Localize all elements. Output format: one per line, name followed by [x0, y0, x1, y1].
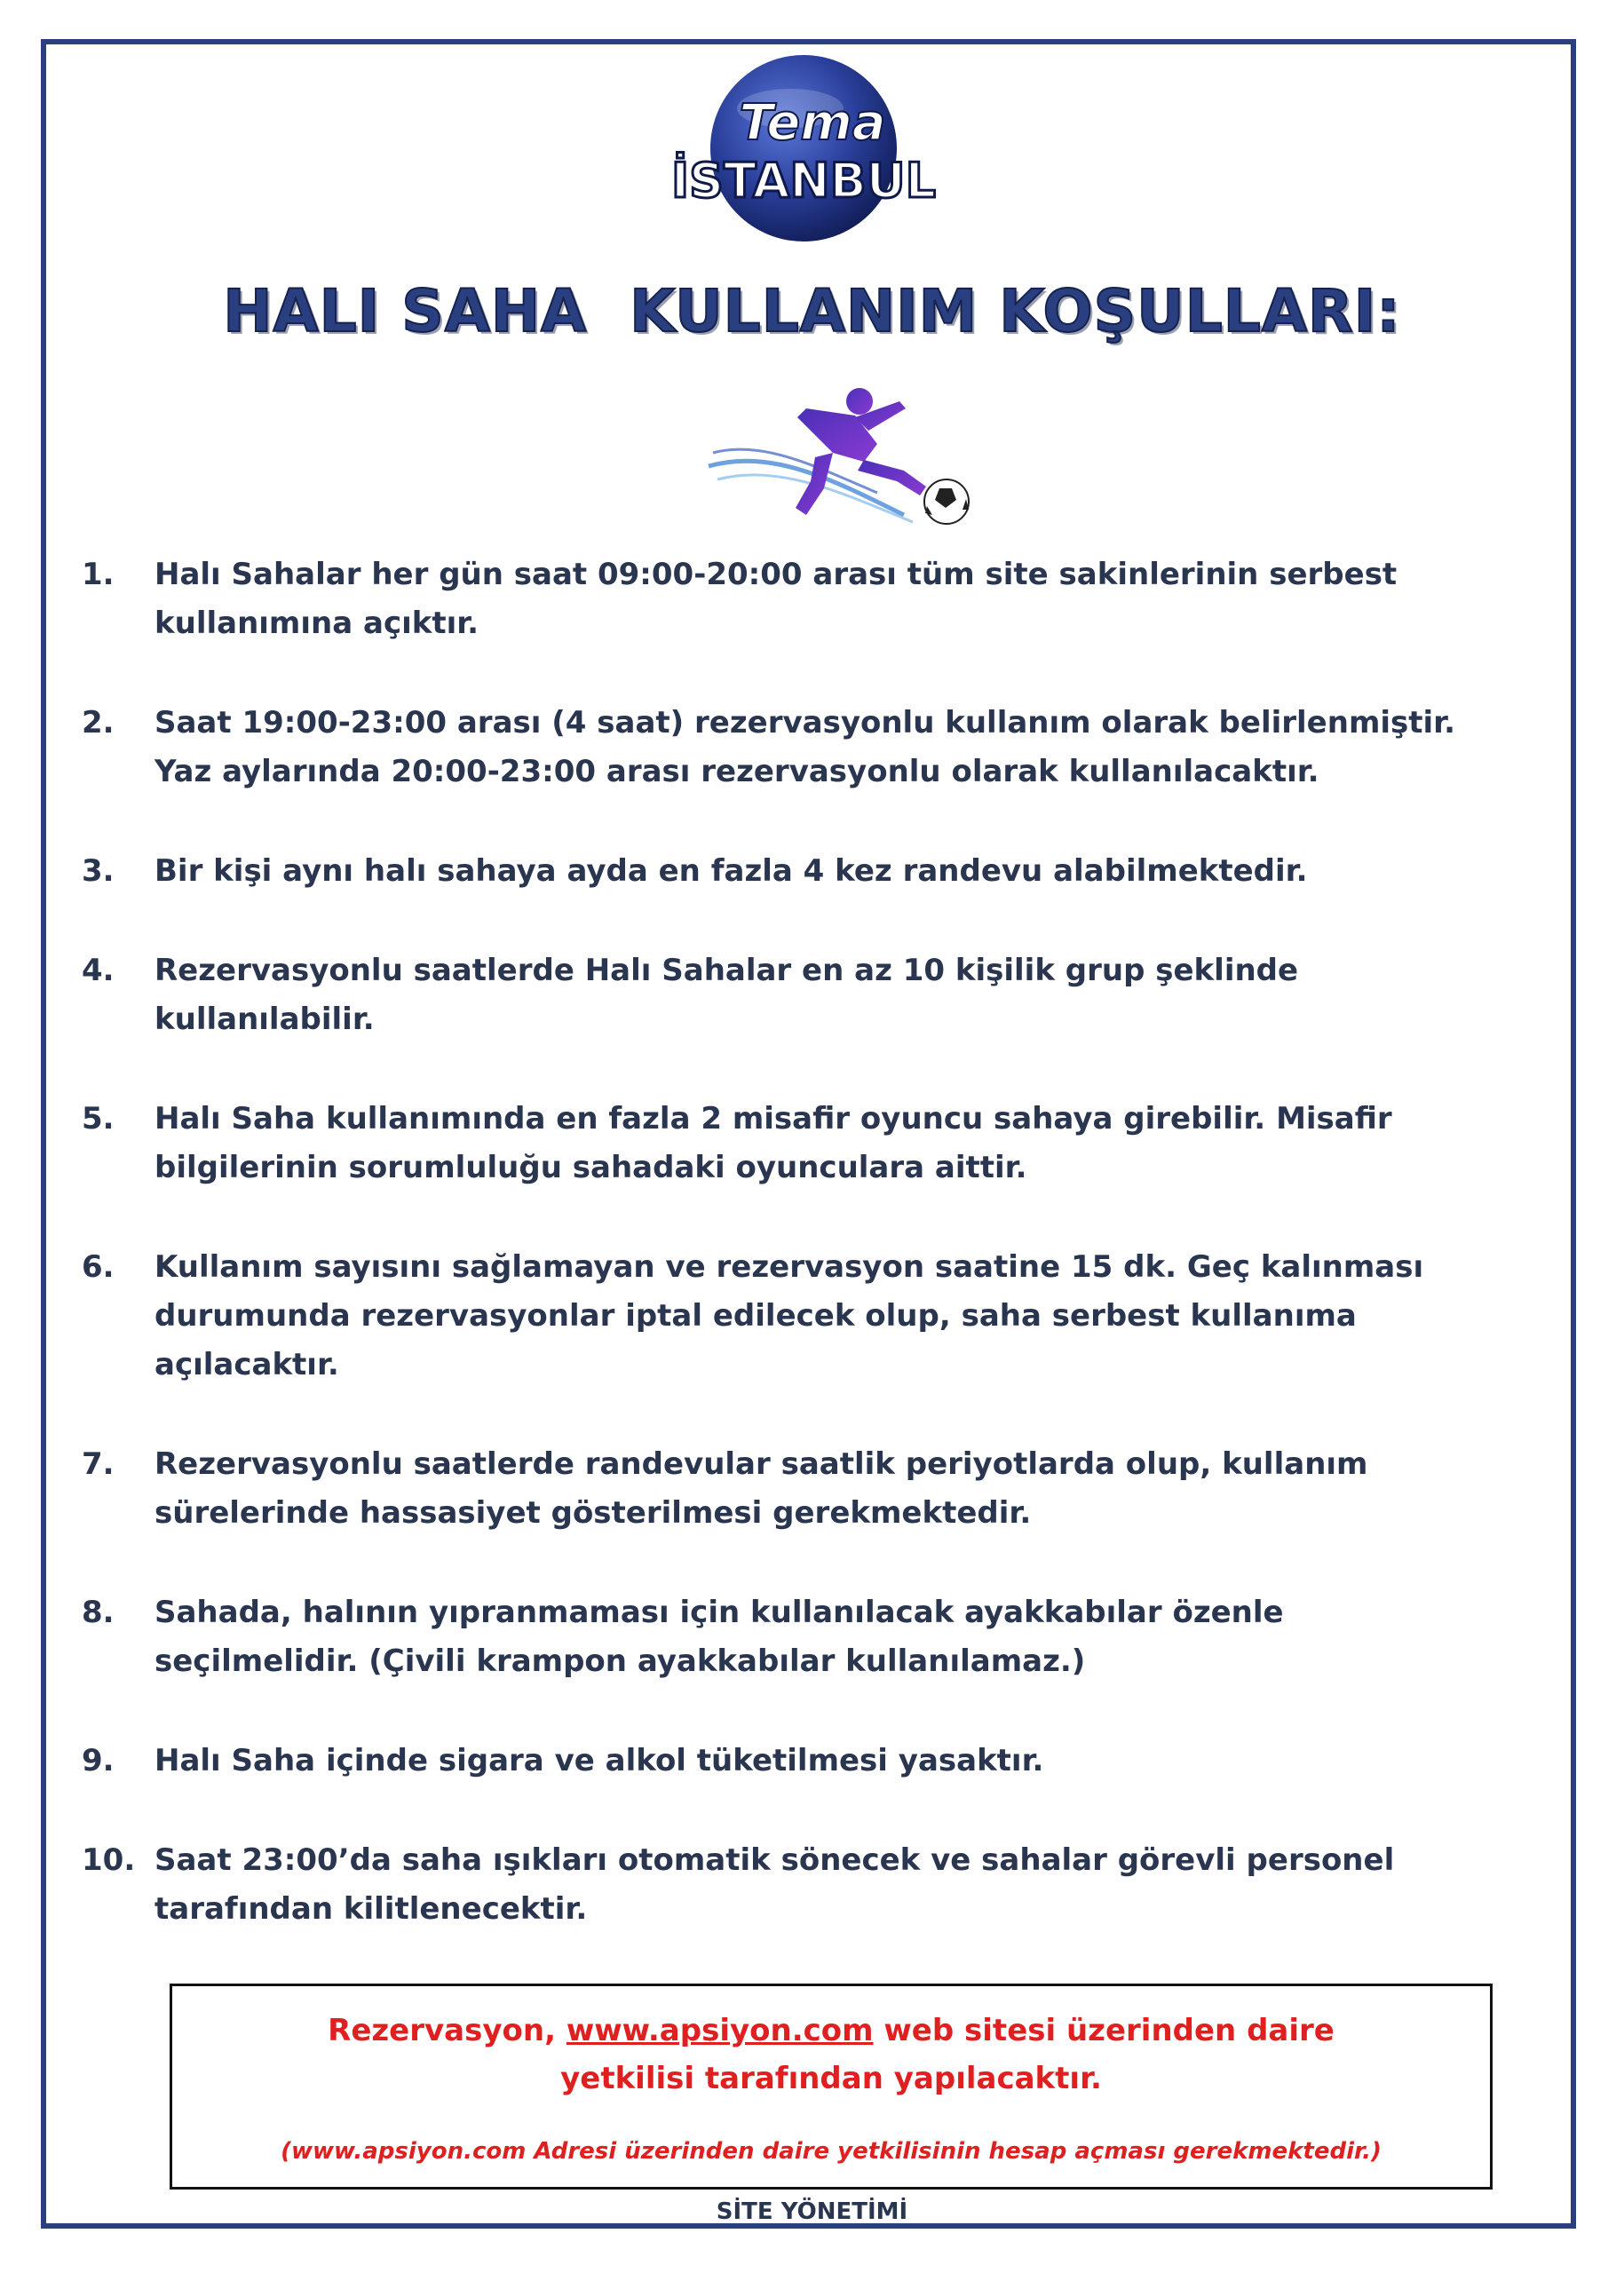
rule-item — [82, 550, 1573, 648]
rules-list — [82, 550, 1573, 1934]
rule-number: 7. — [82, 1446, 115, 1482]
rule-text-line: Halı Saha kullanımında en fazla 2 misafir oyuncu sahaya girebilir. Misafir — [154, 1101, 1392, 1136]
rule-item — [82, 1588, 1573, 1686]
rule-item — [82, 1836, 1573, 1934]
signature: SİTE YÖNETİMİ — [716, 2198, 908, 2225]
soccer-player-icon — [700, 382, 984, 533]
page-title: HALI SAHA KULLANIM KOŞULLARI: — [223, 277, 1401, 345]
rule-item — [82, 1440, 1573, 1538]
rule-text-line: durumunda rezervasyonlar iptal edilecek olup, saha serbest kullanıma — [154, 1298, 1357, 1334]
rule-text-line: sürelerinde hassasiyet gösterilmesi gerekmektedir. — [154, 1495, 1032, 1531]
rule-text-line: kullanımına açıktır. — [154, 606, 479, 641]
tema-istanbul-logo — [635, 46, 972, 250]
apsiyon-link[interactable]: www.apsiyon.com — [566, 2013, 874, 2048]
rule-number: 10. — [82, 1842, 136, 1878]
logo-line1: Tema — [739, 94, 886, 152]
rule-number: 3. — [82, 853, 115, 889]
rule-number: 4. — [82, 953, 115, 988]
rule-item — [82, 699, 1573, 796]
rule-text-line: bilgilerinin sorumluluğu sahadaki oyunculara aittir. — [154, 1150, 1027, 1185]
rule-text-line: Saat 19:00-23:00 arası (4 saat) rezervasyonlu kullanım olarak belirlenmiştir. — [154, 705, 1456, 741]
reservation-notice — [170, 1984, 1493, 2190]
notice-note: (www.apsiyon.com Adresi üzerinden daire yetkilisinin hesap açması gerekmektedir.) — [281, 2138, 1382, 2165]
rule-text-line: Sahada, halının yıpranmaması için kullanılacak ayakkabılar özenle — [154, 1595, 1284, 1630]
rule-text-line: Halı Saha içinde sigara ve alkol tüketilmesi yasaktır. — [154, 1743, 1044, 1778]
rule-text-line: Yaz aylarında 20:00-23:00 arası rezervasyonlu olarak kullanılacaktır. — [154, 754, 1319, 789]
rule-text-line: açılacaktır. — [154, 1347, 339, 1382]
rule-text-line: Bir kişi aynı halı sahaya ayda en fazla 4 kez randevu alabilmektedir. — [154, 853, 1308, 889]
rule-number: 9. — [82, 1743, 115, 1778]
rule-text-line: tarafından kilitlenecektir. — [154, 1891, 588, 1927]
notice-line1 — [172, 2009, 1490, 2052]
rule-number: 6. — [82, 1249, 115, 1285]
rule-item — [82, 946, 1573, 1044]
rule-number: 8. — [82, 1595, 115, 1630]
rule-text-line: Rezervasyonlu saatlerde Halı Sahalar en az 10 kişilik grup şeklinde — [154, 953, 1299, 988]
rule-text-line: kullanılabilir. — [154, 1002, 375, 1037]
rule-text-line: Rezervasyonlu saatlerde randevular saatlik periyotlarda olup, kullanım — [154, 1446, 1368, 1482]
rule-item — [82, 847, 1573, 896]
rule-text-line: Kullanım sayısını sağlamayan ve rezervasyon saatine 15 dk. Geç kalınması — [154, 1249, 1424, 1285]
rule-number: 5. — [82, 1101, 115, 1136]
notice-line2: yetkilisi tarafından yapılacaktır. — [560, 2061, 1102, 2096]
rule-item — [82, 1243, 1573, 1390]
logo-line2: İSTANBUL — [670, 153, 937, 209]
rule-item — [82, 1095, 1573, 1192]
notice-prefix: Rezervasyon, — [328, 2013, 566, 2048]
rule-text-line: Saat 23:00’da saha ışıkları otomatik sönecek ve sahalar görevli personel — [154, 1842, 1395, 1878]
rule-number: 2. — [82, 705, 115, 741]
rule-text-line: seçilmelidir. (Çivili krampon ayakkabılar kullanılamaz.) — [154, 1643, 1086, 1679]
rule-number: 1. — [82, 557, 115, 592]
notice-suffix: web sitesi üzerinden daire — [873, 2013, 1335, 2048]
rule-item — [82, 1737, 1573, 1786]
rule-text-line: Halı Sahalar her gün saat 09:00-20:00 arası tüm site sakinlerinin serbest — [154, 557, 1398, 592]
